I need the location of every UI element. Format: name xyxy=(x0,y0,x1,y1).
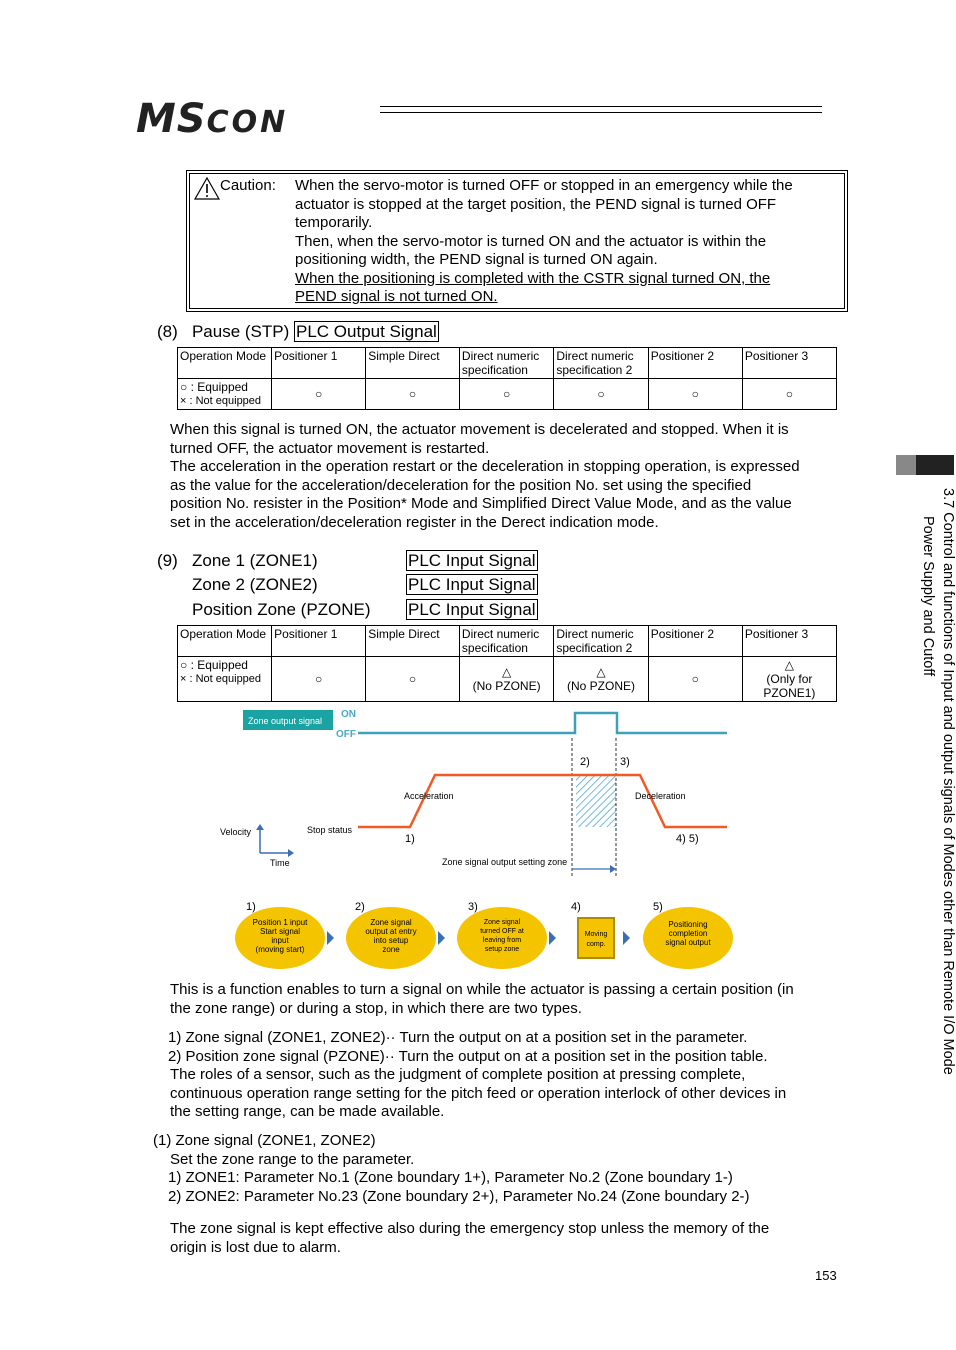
zone-setting-label: Zone signal output setting zone xyxy=(442,857,568,867)
marker-3: 3) xyxy=(620,756,630,768)
step-4-box xyxy=(578,918,614,958)
sidebar-tab xyxy=(916,455,954,475)
sidebar-section-title: 3.7 Control and functions of Input and output signals of Modes other than Remote I/O Mode xyxy=(940,488,956,1075)
zone2-signal: PLC Input Signal xyxy=(408,575,536,594)
zone-output-label: Zone output signal xyxy=(248,716,323,726)
section-8-description: When this signal is turned ON, the actuator movement is decelerated and stopped. When it is turned OFF, the actuator movement is restarted. The acceleration in the operation restart or the deceleration in stopping operation, is expressed as the value for the acceleration/deceleration for the position No. set using the specified position No. resister in the Position* Mode and Simplified Direct Value Mode, and as the value set in the acceleration/deceleration register in the Derect indication mode. xyxy=(170,421,800,531)
section-8-heading: (8) Pause (STP) PLC Output Signal xyxy=(157,322,437,341)
marker-45: 4) 5) xyxy=(676,833,699,845)
velocity-waveform xyxy=(358,775,727,827)
marker-2: 2) xyxy=(580,756,590,768)
step-1-number: 1) xyxy=(246,901,256,913)
step-3-number: 3) xyxy=(468,901,478,913)
zone1-label: Zone 1 (ZONE1) xyxy=(192,551,318,570)
zone-intro: This is a function enables to turn a signal on while the actuator is passing a certain position (in the zone range) or during a stop, in which there are two types. xyxy=(170,981,794,1017)
marker-1: 1) xyxy=(405,833,415,845)
sub-heading: (1) Zone signal (ZONE1, ZONE2) xyxy=(153,1132,376,1149)
step-5-text: Positioning completion signal output xyxy=(665,920,711,947)
step-3-text: Zone signal turned OFF at leaving from setup zone xyxy=(480,919,524,953)
step-1-text: Position 1 input Start signal input (moving start) xyxy=(252,918,308,954)
sidebar-tab xyxy=(896,455,916,475)
warning-icon xyxy=(194,176,220,200)
closing-note: The zone signal is kept effective also during the emergency stop unless the memory of the origin is lost due to alarm. xyxy=(170,1220,770,1256)
caution-text: When the servo-motor is turned OFF or stopped in an emergency while the actuator is stopped at the target position, the PEND signal is turned OFF temporarily. Then, when the servo-motor is turned ON and the actuator is within the positioning width, the PEND signal is turned ON again. When the positioning is completed with the CSTR signal turned ON, the PEND signal is not turned ON. xyxy=(295,177,793,305)
zone-signal-waveform xyxy=(358,713,727,733)
step-2-text: Zone signal output at entry into setup zone xyxy=(365,918,417,954)
step-5-number: 5) xyxy=(653,901,663,913)
arrow-icon xyxy=(623,931,630,945)
zone-roles: The roles of a sensor, such as the judgment of complete position at pressing complete, continuous operation range setting for the pitch feed or operation interlock of other devices in the setting range, can be made available. xyxy=(170,1066,787,1120)
sidebar-subtitle: Power Supply and Cutoff xyxy=(920,516,936,677)
header-rule xyxy=(380,112,822,113)
section-9-table: Operation Mode Positioner 1 Simple Direct Direct numeric specification Direct numeric specification 2 Positioner 2 Positioner 3 ○ : Equipped × : Not equipped ○ ○ △ (No PZONE) △ (No PZONE) ○ △ (Only for PZONE1) xyxy=(177,625,837,702)
pzone-signal: PLC Input Signal xyxy=(408,600,536,619)
velocity-label: Velocity xyxy=(220,827,252,837)
time-label: Time xyxy=(270,858,290,868)
section-8-table: Operation Mode Positioner 1 Simple Direct Direct numeric specification Direct numeric specification 2 Positioner 2 Positioner 3 ○ : Equipped × : Not equipped ○ ○ ○ ○ ○ ○ xyxy=(177,347,837,410)
arrow-icon xyxy=(549,931,556,945)
zone1-signal: PLC Input Signal xyxy=(408,551,536,570)
off-label: OFF xyxy=(336,729,356,740)
arrow-icon xyxy=(327,931,334,945)
zone-signal-diagram xyxy=(200,703,740,978)
arrow-icon xyxy=(438,931,445,945)
zone-hatch xyxy=(576,775,616,827)
header-rule xyxy=(380,106,822,107)
mscon-logo: MSCON xyxy=(136,96,289,142)
step-2-number: 2) xyxy=(355,901,365,913)
zone-parameters: 1) ZONE1: Parameter No.1 (Zone boundary 1+), Parameter No.2 (Zone boundary 1-) 2) ZONE2: Parameter No.23 (Zone boundary 2+), Parameter No.24 (Zone boundary 2-) xyxy=(168,1169,750,1205)
zone-types: 1) Zone signal (ZONE1, ZONE2)·· Turn the output on at a position set in the parameter. 2) Position zone signal (PZONE)·· Turn the output on at a position set in the position table. xyxy=(168,1029,768,1065)
step-4-number: 4) xyxy=(571,901,581,913)
zone2-label: Zone 2 (ZONE2) xyxy=(192,575,318,594)
on-label: ON xyxy=(341,709,356,720)
page-number: 153 xyxy=(815,1268,837,1283)
stop-status-label: Stop status xyxy=(307,825,353,835)
sub-line: Set the zone range to the parameter. xyxy=(170,1151,415,1168)
section-9-number: (9) xyxy=(157,551,178,570)
acceleration-label: Acceleration xyxy=(404,791,454,801)
pzone-label: Position Zone (PZONE) xyxy=(192,600,371,619)
step-4-text: Moving comp. xyxy=(584,931,608,948)
caution-label: Caution: xyxy=(220,177,276,194)
deceleration-label: Deceleration xyxy=(635,791,686,801)
